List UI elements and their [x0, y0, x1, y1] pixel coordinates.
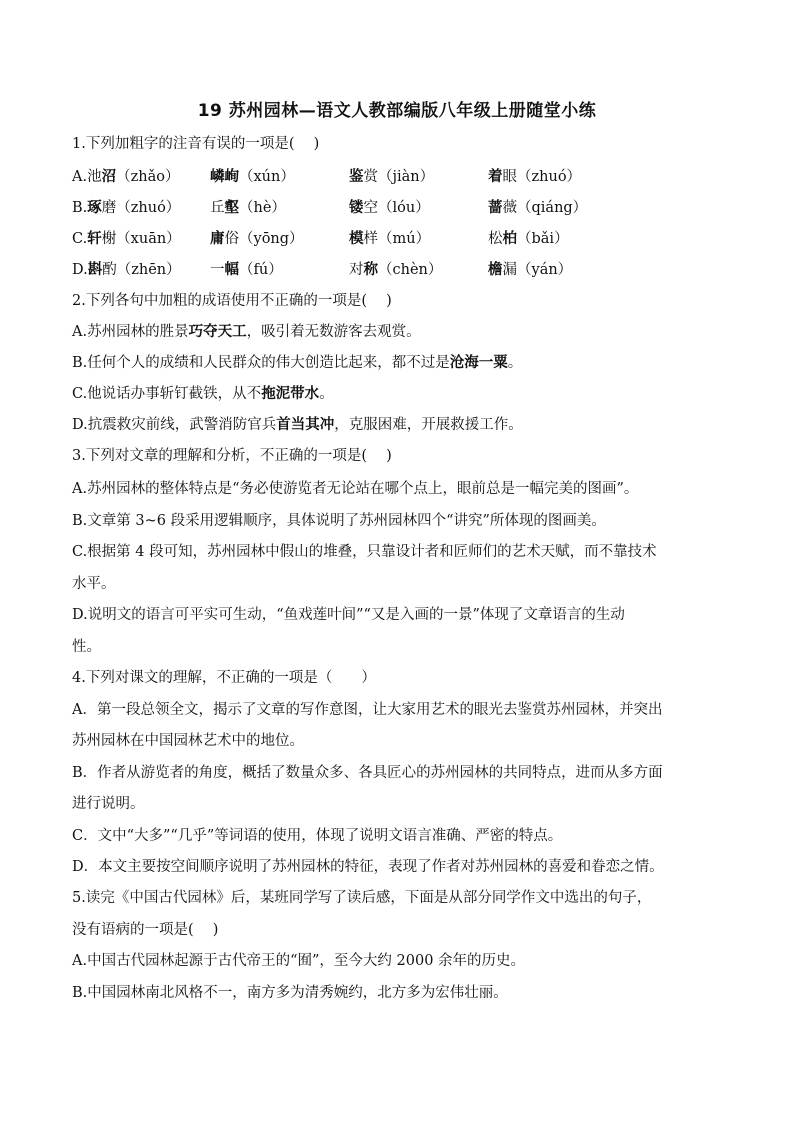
bold-char: 模 [349, 230, 364, 247]
bold-char: 琢 [87, 199, 102, 216]
q1-option-a-2 [210, 167, 295, 187]
question-4-stem: 4.下列对课文的理解，不正确的一项是（ ） [72, 670, 376, 686]
option-text: 一 [210, 262, 225, 278]
q3-option-a: A.苏州园林的整体特点是“务必使游览者无论站在哪个点上，眼前总是一幅完美的图画”。 [72, 481, 639, 497]
pinyin: 赏（jiàn） [363, 169, 435, 185]
option-text: B. [72, 200, 88, 216]
pinyin: 俗（yōng） [224, 231, 304, 247]
q4-option-b-line1: B．作者从游览者的角度，概括了数量众多、各具匠心的苏州园林的共同特点，进而从多方面 [72, 765, 663, 781]
bold-idiom: 拖泥带水 [261, 385, 320, 402]
bold-char: 鉴 [349, 168, 364, 185]
q1-option-b-2 [210, 198, 286, 218]
q3-option-d-line1: D.说明文的语言可平实可生动，“鱼戏莲叶间”“又是入画的一景”体现了文章语言的生动 [72, 607, 625, 623]
bold-idiom: 巧夺天工 [188, 323, 247, 340]
q1-option-a-3 [349, 167, 434, 187]
question-2-stem: 2.下列各句中加粗的成语使用不正确的一项是( ) [72, 293, 392, 309]
option-text: ，吸引着无数游客去观赏。 [246, 324, 421, 340]
q1-option-c-1 [72, 229, 181, 249]
option-text: 丘 [210, 200, 225, 216]
bold-char: 幅 [224, 261, 239, 278]
option-text: C. [72, 231, 88, 247]
q4-option-b-line2: 进行说明。 [72, 796, 145, 812]
bold-char: 蔷 [488, 199, 503, 216]
pinyin: 空（lóu） [363, 200, 430, 216]
option-text: D.抗震救灾前线，武警消防官兵 [72, 417, 277, 433]
q2-option-c [72, 384, 732, 404]
option-text: 对 [349, 262, 364, 278]
bold-char: 镂 [349, 199, 364, 216]
pinyin: 榭（xuān） [101, 231, 181, 247]
q5-option-b: B.中国园林南北风格不一，南方多为清秀婉约，北方多为宏伟壮丽。 [72, 985, 508, 1001]
bold-char: 柏 [502, 230, 517, 247]
q3-option-b: B.文章第 3~6 段采用逻辑顺序，具体说明了苏州园林四个“讲究”所体现的图画美。 [72, 513, 606, 529]
option-text: 松 [488, 231, 503, 247]
bold-idiom: 沧海一粟 [449, 354, 508, 371]
pinyin: 样（mú） [363, 231, 431, 247]
pinyin: 薇（qiáng） [502, 200, 588, 216]
option-text: C.他说话办事斩钉截铁，从不 [72, 386, 262, 402]
pinyin: （bǎi） [517, 231, 569, 247]
pinyin: （fú） [239, 262, 283, 278]
q3-option-d-line2: 性。 [72, 639, 101, 655]
q2-option-b [72, 353, 732, 373]
option-text: B.任何个人的成绩和人民群众的伟大创造比起来，都不过是 [72, 355, 450, 371]
pinyin: 磨（zhuó） [101, 200, 181, 216]
pinyin: 眼（zhuó） [502, 169, 582, 185]
q2-option-d [72, 415, 732, 435]
bold-char: 称 [363, 261, 378, 278]
q1-option-b-3 [349, 198, 430, 218]
q3-option-c-line1: C.根据第 4 段可知，苏州园林中假山的堆叠，只靠设计者和匠师们的艺术天赋，而不靠技术 [72, 544, 657, 560]
option-text: A.苏州园林的胜景 [72, 324, 189, 340]
q1-option-b-4 [488, 198, 587, 218]
option-text: ，克服困难，开展救援工作。 [334, 417, 523, 433]
pinyin: （xún） [239, 169, 295, 185]
pinyin: （chèn） [378, 262, 443, 278]
bold-char: 壑 [224, 199, 239, 216]
q1-option-a-4 [488, 167, 581, 187]
page-title: 19 苏州园林—语文人教部编版八年级上册随堂小练 [197, 101, 597, 121]
q2-option-a [72, 322, 732, 342]
pinyin: 漏（yán） [502, 262, 573, 278]
question-5-stem-line2: 没有语病的一项是( ) [72, 922, 219, 938]
q1-option-d-2 [210, 260, 283, 280]
q5-option-a: A.中国古代园林起源于古代帝王的“囿”，至今大约 2000 余年的历史。 [72, 953, 526, 969]
q4-option-d: D．本文主要按空间顺序说明了苏州园林的特征，表现了作者对苏州园林的喜爱和眷恋之情。 [72, 859, 664, 875]
question-1-stem: 1.下列加粗字的注音有误的一项是( ) [72, 136, 320, 152]
q1-option-d-4 [488, 260, 572, 280]
q1-option-a-1 [72, 167, 179, 187]
q1-option-c-3 [349, 229, 430, 249]
question-5-stem-line1: 5.读完《中国古代园林》后，某班同学写了读后感，下面是从部分同学作文中选出的句子， [72, 890, 652, 906]
q3-option-c-line2: 水平。 [72, 576, 116, 592]
question-3-stem: 3.下列对文章的理解和分析，不正确的一项是( ) [72, 448, 392, 464]
bold-char: 嶙峋 [210, 168, 239, 185]
pinyin: （zhǎo） [116, 169, 180, 185]
q4-option-a-line2: 苏州园林在中国园林艺术中的地位。 [72, 733, 304, 749]
pinyin: 酌（zhēn） [102, 262, 181, 278]
option-text: A.池 [72, 169, 102, 185]
bold-char: 檐 [488, 261, 503, 278]
option-text: 。 [319, 386, 334, 402]
bold-char: 轩 [87, 230, 102, 247]
q1-option-d-3 [349, 260, 442, 280]
bold-char: 沼 [101, 168, 117, 185]
pinyin: （hè） [239, 200, 286, 216]
option-text: 。 [507, 355, 523, 371]
option-text: D. [72, 262, 88, 278]
bold-char: 斟 [87, 261, 103, 278]
q4-option-a-line1: A．第一段总领全文，揭示了文章的写作意图，让大家用艺术的眼光去鉴赏苏州园林，并突出 [72, 702, 663, 718]
q1-option-c-2 [210, 229, 304, 249]
bold-idiom: 首当其冲 [276, 416, 335, 433]
bold-char: 庸 [210, 230, 225, 247]
q4-option-c: C．文中“大多”“几乎”等词语的使用，体现了说明文语言准确、严密的特点。 [72, 828, 563, 844]
bold-char: 着 [488, 168, 503, 185]
q1-option-d-1 [72, 260, 181, 280]
q1-option-c-4 [488, 229, 569, 249]
q1-option-b-1 [72, 198, 180, 218]
